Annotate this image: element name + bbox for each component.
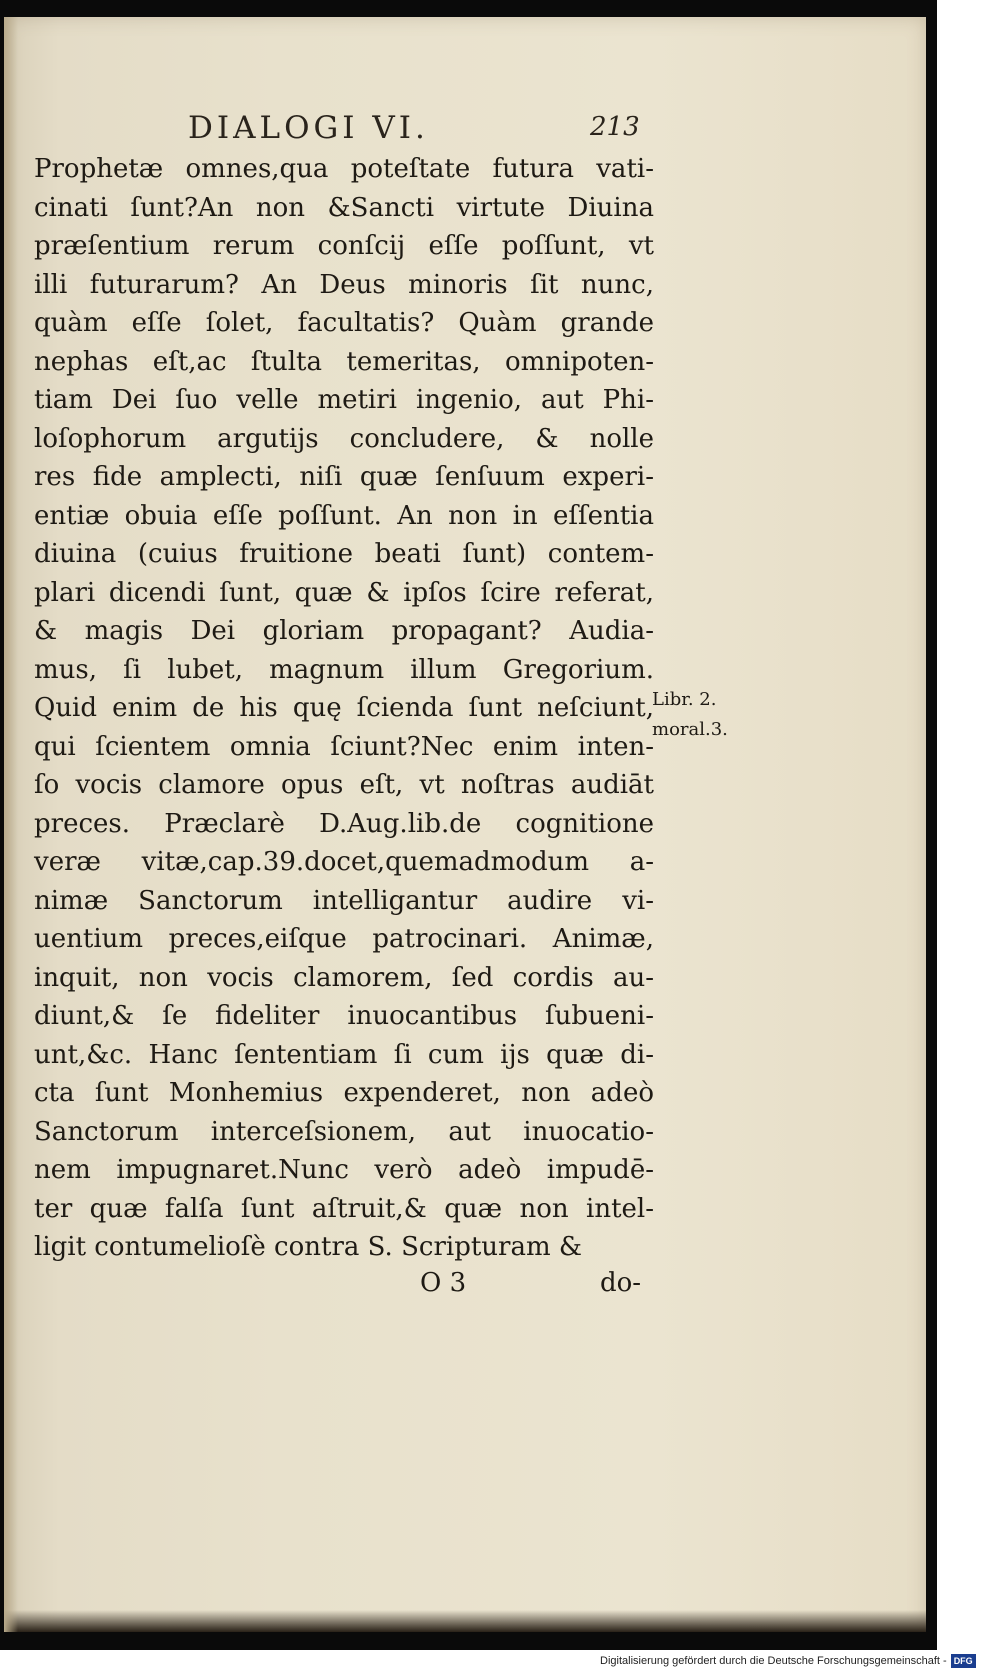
text-line: Prophetæ omnes,qua poteſtate futura vati- <box>34 154 654 184</box>
text-line: tiam Dei ſuo velle metiri ingenio, aut Phi- <box>34 385 654 415</box>
digitization-footer <box>600 1652 976 1670</box>
text-line: res fide amplecti, niſi quæ ſenſuum experi- <box>34 462 654 492</box>
text-line: nephas eſt,ac ſtulta temeritas, omnipoten- <box>34 346 654 377</box>
text-line: inquit, non vocis clamorem, ſed cordis au- <box>34 962 654 993</box>
body-text <box>34 150 654 1267</box>
page-gutter-shadow <box>4 17 18 1632</box>
text-line: cta ſunt Monhemius expenderet, non adeò <box>34 1078 654 1108</box>
text-line: unt,&c. Hanc ſententiam ſi cum ijs quæ di- <box>34 1039 654 1070</box>
text-line: ligit contumelioſè contra S. Scripturam & <box>34 1232 583 1262</box>
text-line: cinati ſunt?An non &Sancti virtute Diuina <box>34 192 654 223</box>
text-line: ter quæ falſa ſunt aſtruit,& quæ non intel- <box>34 1193 654 1224</box>
catchline <box>420 1268 660 1304</box>
text-line: preces. Præclarè D.Aug.lib.de cognitione <box>34 808 654 839</box>
signature-mark: O 3 <box>420 1268 467 1298</box>
text-line: Quid enim de his quę ſcienda ſunt neſciunt, <box>34 693 654 723</box>
text-line: qui ſcientem omnia ſciunt?Nec enim inten- <box>34 731 654 762</box>
footer-credit: Digitalisierung gefördert durch die Deutsche Forschungsgemeinschaft - <box>600 1655 947 1667</box>
text-line: veræ vitæ,cap.39.docet,quemadmodum a- <box>34 847 654 877</box>
text-line: plari dicendi ſunt, quæ & ipſos ſcire referat, <box>34 577 654 608</box>
text-line: ſo vocis clamore opus eſt, vt noſtras audiāt <box>34 770 654 800</box>
catchword: do- <box>600 1268 642 1298</box>
text-line: diuina (cuius fruitione beati ſunt) contem- <box>34 539 654 569</box>
text-line: nem impugnaret.Nunc verò adeò impudē- <box>34 1155 654 1185</box>
text-line: quàm eſſe ſolet, facultatis? Quàm grande <box>34 308 654 338</box>
page-number: 213 <box>590 112 640 142</box>
marginal-note-line: moral.3. <box>652 719 728 740</box>
text-line: Sanctorum interceſsionem, aut inuocatio- <box>34 1116 654 1147</box>
text-line: uentium preces,eiſque patrocinari. Animæ, <box>34 924 654 954</box>
text-line: entiæ obuia eſſe poſſunt. An non in eſſentia <box>34 500 654 531</box>
dfg-logo-icon: DFG <box>951 1654 976 1668</box>
text-line: præſentium rerum conſcij eſſe poſſunt, vt <box>34 231 654 261</box>
text-line: loſophorum argutijs concludere, & nolle <box>34 423 654 454</box>
marginal-note <box>652 685 772 745</box>
text-line: mus, ſi lubet, magnum illum Gregorium. <box>34 654 654 685</box>
text-line: nimæ Sanctorum intelligantur audire vi- <box>34 885 654 916</box>
marginal-note-line: Libr. 2. <box>652 689 717 710</box>
text-line: diunt,& ſe fideliter inuocantibus ſubueni- <box>34 1001 654 1031</box>
text-line: illi futurarum? An Deus minoris ſit nunc, <box>34 269 654 300</box>
running-head: DIALOGI VI. <box>188 110 429 146</box>
text-line: & magis Dei gloriam propagant? Audia- <box>34 616 654 646</box>
